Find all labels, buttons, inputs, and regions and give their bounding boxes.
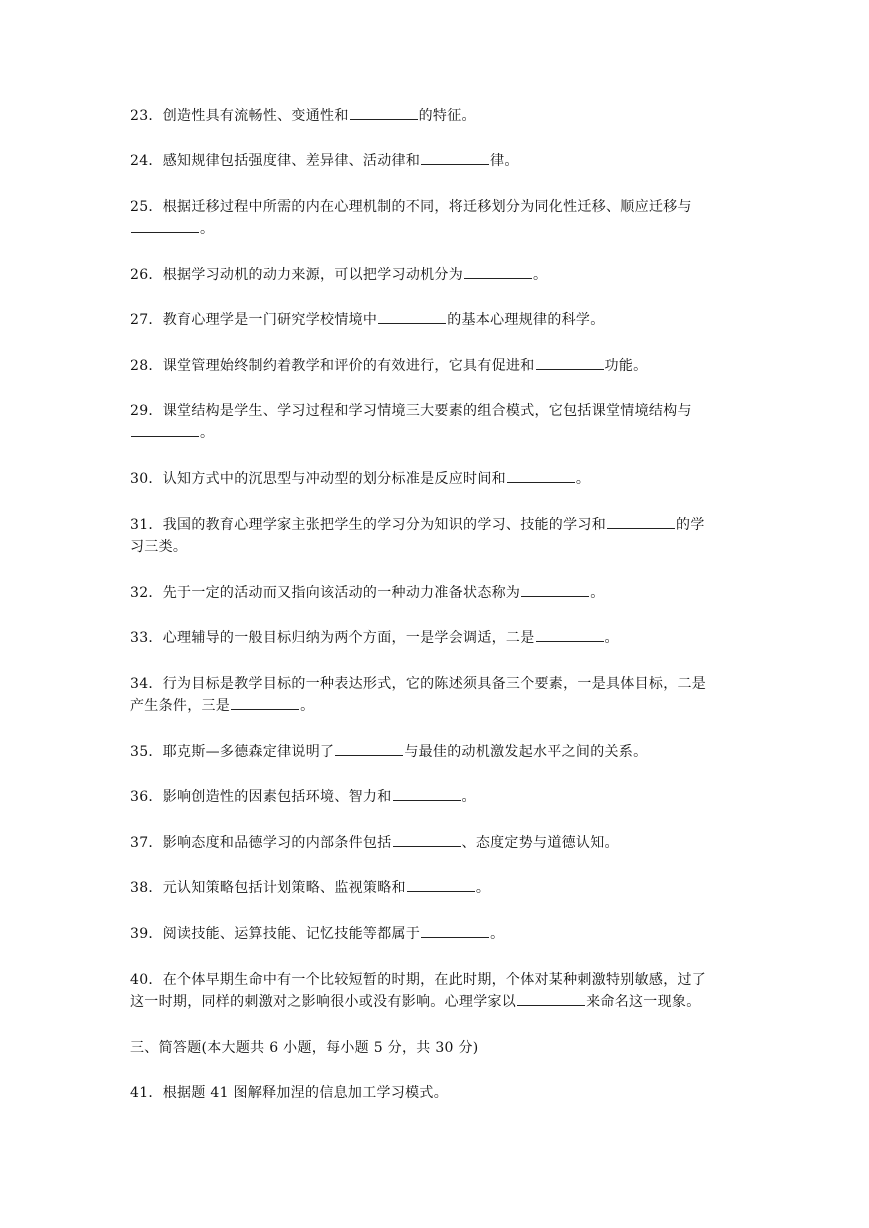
answer-blank[interactable] [350, 105, 418, 120]
question-40-continued: 这一时期，同样的刺激对之影响很小或没有影响。心理学家以 来命名这一现象。 [130, 991, 701, 1013]
question-30: 30．认知方式中的沉思型与冲动型的划分标准是反应时间和 。 [130, 468, 590, 490]
answer-blank[interactable] [464, 264, 532, 279]
question-34: 34．行为目标是教学目标的一种表达形式，它的陈述须具备三个要素，一是具体目标，二是 [130, 676, 707, 692]
answer-blank[interactable] [335, 741, 403, 756]
question-35: 35．耶克斯—多德森定律说明了 与最佳的动机激发起水平之间的关系。 [130, 741, 647, 763]
answer-blank[interactable] [131, 422, 199, 437]
answer-blank[interactable] [421, 150, 489, 165]
question-32: 32．先于一定的活动而又指向该活动的一种动力准备状态称为 。 [130, 582, 605, 604]
question-25: 25．根据迁移过程中所需的内在心理机制的不同，将迁移划分为同化性迁移、顺应迁移与 [130, 199, 692, 215]
question-25-continued: 。 [130, 218, 214, 240]
answer-blank[interactable] [231, 695, 299, 710]
answer-blank[interactable] [607, 514, 675, 529]
question-26: 26．根据学习动机的动力来源，可以把学习动机分为 。 [130, 264, 547, 286]
question-24: 24．感知规律包括强度律、差异律、活动律和 律。 [130, 150, 519, 172]
answer-blank[interactable] [393, 786, 461, 801]
answer-blank[interactable] [536, 627, 604, 642]
answer-blank[interactable] [536, 355, 604, 370]
question-34-continued: 产生条件，三是 。 [130, 695, 314, 717]
answer-blank[interactable] [393, 832, 461, 847]
question-29-continued: 。 [130, 422, 214, 444]
question-36: 36．影响创造性的因素包括环境、智力和 。 [130, 786, 476, 808]
question-29: 29．课堂结构是学生、学习过程和学习情境三大要素的组合模式，它包括课堂情境结构与 [130, 403, 692, 419]
answer-blank[interactable] [521, 582, 589, 597]
question-27: 27．教育心理学是一门研究学校情境中 的基本心理规律的科学。 [130, 309, 605, 331]
question-31-continued: 习三类。 [130, 539, 188, 555]
answer-blank[interactable] [517, 991, 585, 1006]
answer-blank[interactable] [131, 218, 199, 233]
question-28: 28．课堂管理始终制约着教学和评价的有效进行，它具有促进和 功能。 [130, 355, 647, 377]
section-heading: 三、简答题(本大题共 6 小题，每小题 5 分，共 30 分) [130, 1040, 479, 1056]
question-37: 37．影响态度和品德学习的内部条件包括 、态度定势与道德认知。 [130, 832, 619, 854]
question-41: 41．根据题 41 图解释加涅的信息加工学习模式。 [130, 1085, 449, 1101]
question-38: 38．元认知策略包括计划策略、监视策略和 。 [130, 877, 490, 899]
answer-blank[interactable] [407, 877, 475, 892]
question-23: 23．创造性具有流畅性、变通性和 的特征。 [130, 105, 476, 127]
question-39: 39．阅读技能、运算技能、记忆技能等都属于 。 [130, 923, 504, 945]
answer-blank[interactable] [421, 923, 489, 938]
question-33: 33．心理辅导的一般目标归纳为两个方面，一是学会调适，二是 。 [130, 627, 619, 649]
answer-blank[interactable] [507, 468, 575, 483]
answer-blank[interactable] [378, 309, 446, 324]
question-40: 40．在个体早期生命中有一个比较短暂的时期，在此时期，个体对某种刺激特别敏感，过了 [130, 972, 707, 988]
question-31: 31．我国的教育心理学家主张把学生的学习分为知识的学习、技能的学习和 的学 [130, 514, 705, 536]
